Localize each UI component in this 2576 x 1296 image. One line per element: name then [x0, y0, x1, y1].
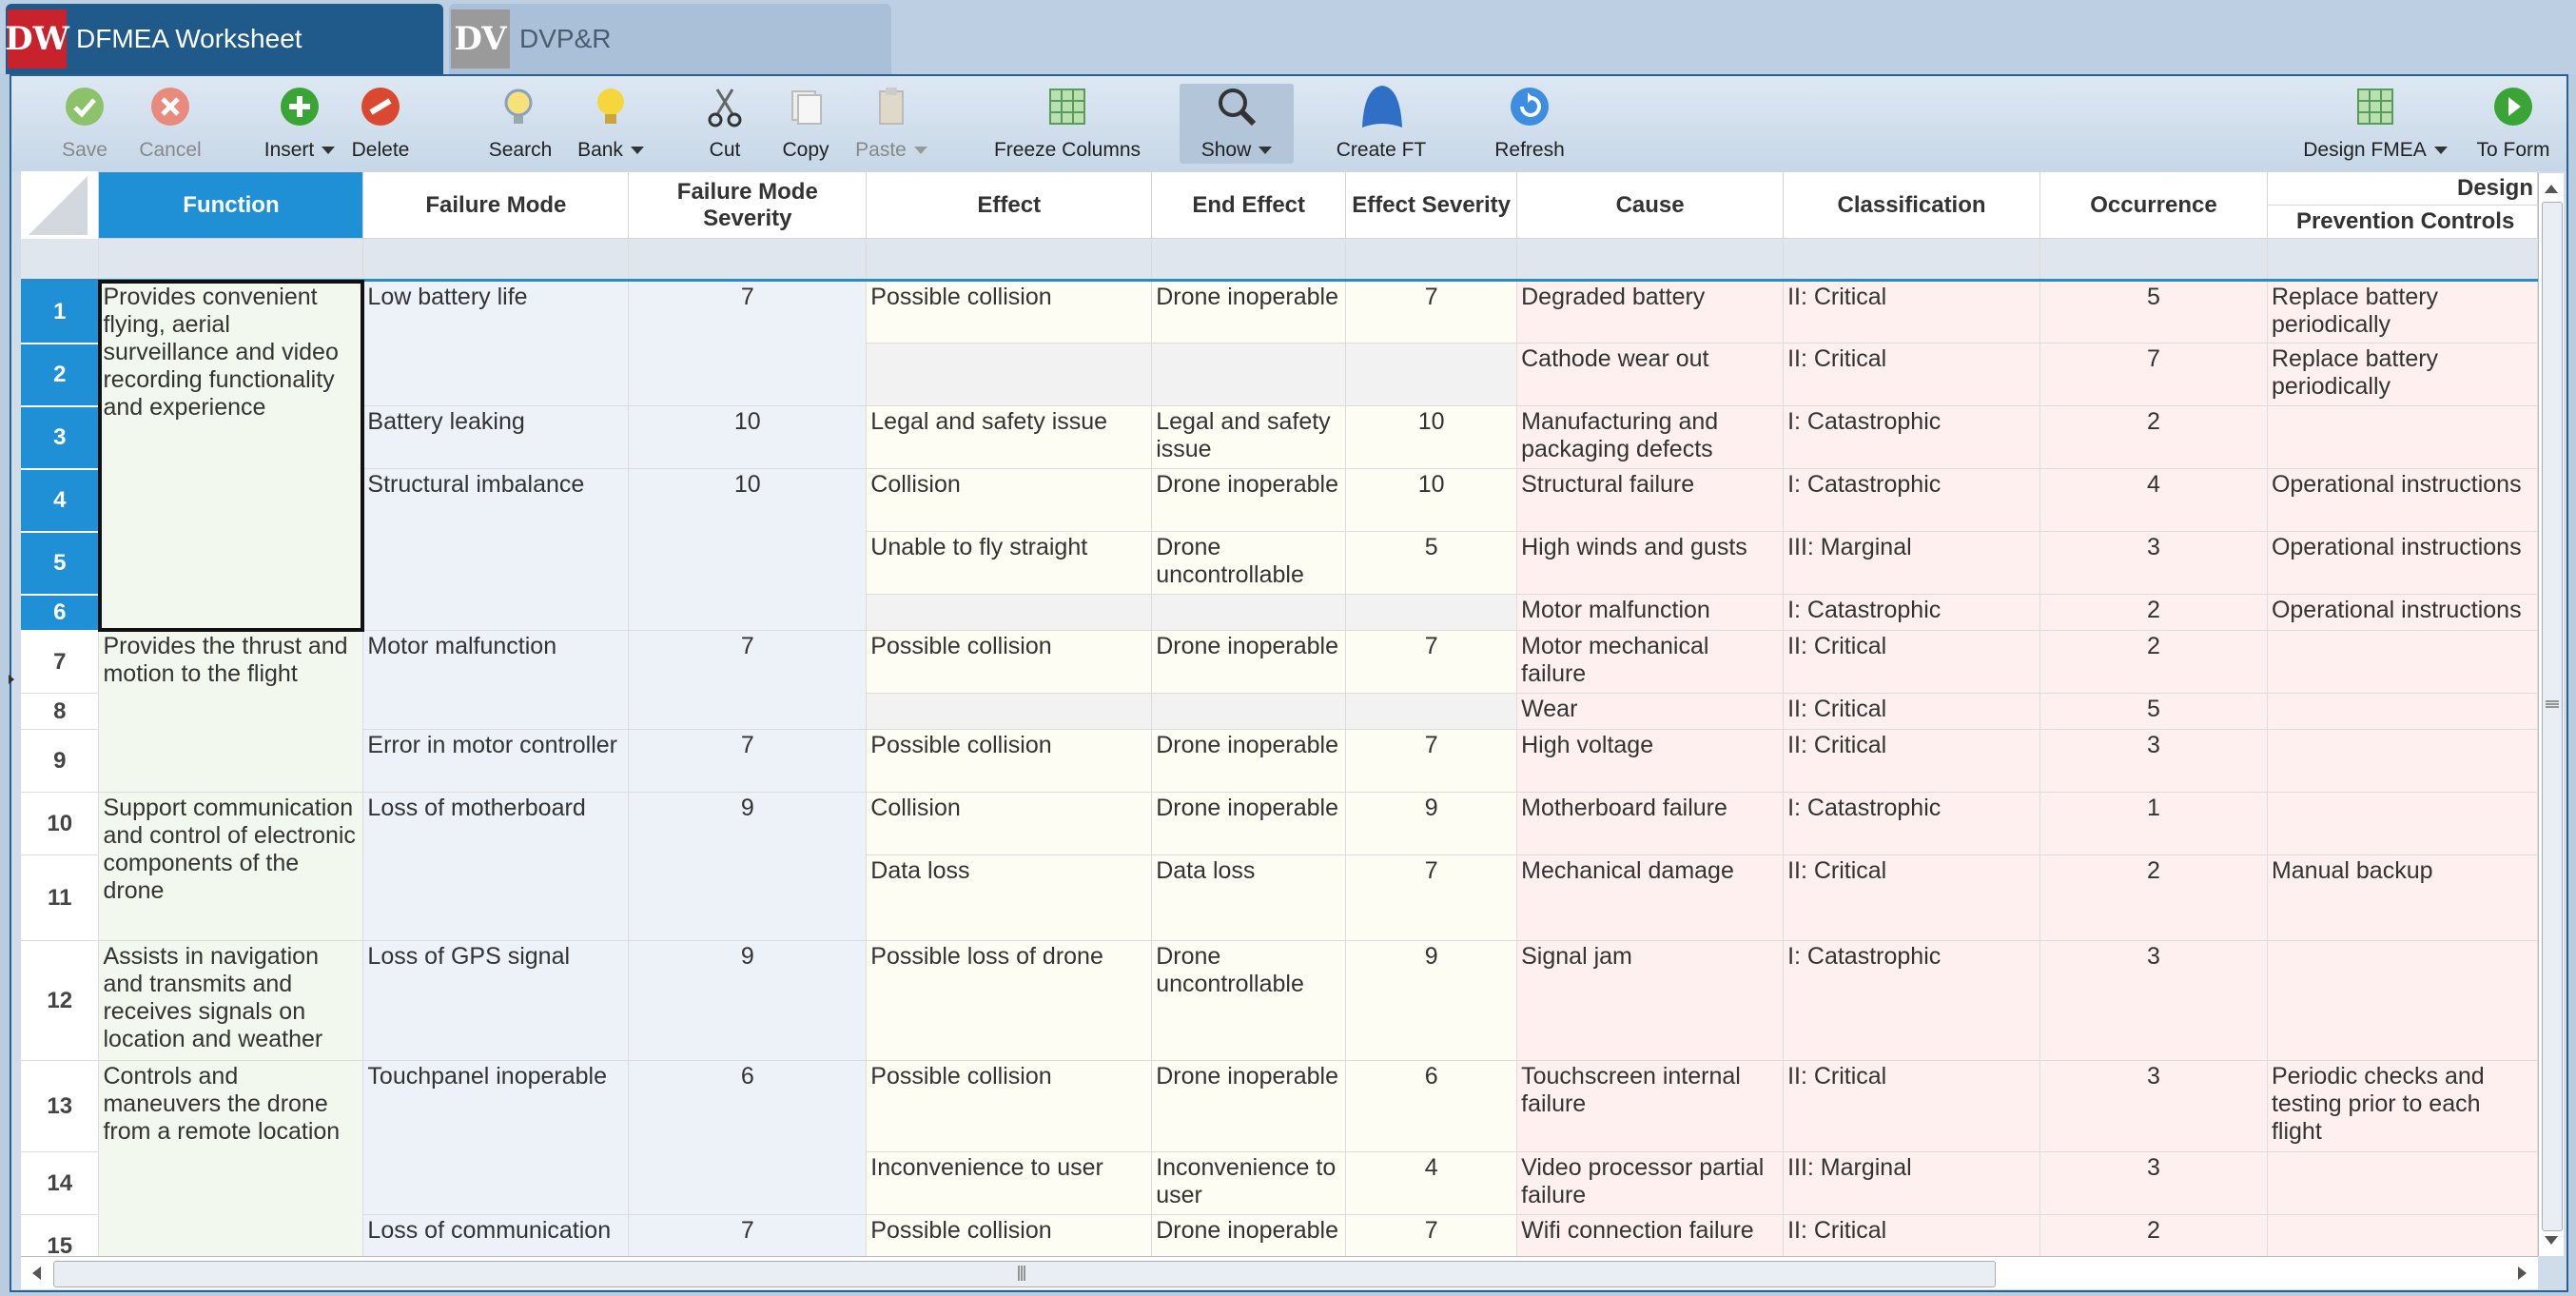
- tab-label: DFMEA Worksheet: [76, 24, 302, 53]
- classification-cell[interactable]: III: Marginal: [1784, 532, 2040, 595]
- column-header-cause[interactable]: Cause: [1517, 172, 1784, 239]
- effect-cell[interactable]: Legal and safety issue: [867, 406, 1152, 469]
- cause-cell[interactable]: Wear: [1517, 694, 1784, 730]
- prevention-cell[interactable]: [2267, 1152, 2537, 1215]
- effect-severity-cell[interactable]: 5: [1346, 532, 1517, 595]
- column-header-effect[interactable]: Effect: [867, 172, 1152, 239]
- refresh-icon: [1507, 84, 1552, 129]
- end-effect-cell[interactable]: Drone inoperable: [1152, 793, 1346, 855]
- effect-severity-cell[interactable]: [1346, 595, 1517, 631]
- filter-row: [21, 239, 2538, 281]
- scissors-icon: [702, 84, 748, 129]
- fm-severity-cell[interactable]: 7: [629, 281, 867, 406]
- row-header[interactable]: 11: [21, 855, 99, 941]
- filter-cell[interactable]: [1152, 239, 1346, 281]
- row-header[interactable]: 1: [21, 281, 99, 344]
- cause-cell[interactable]: Wifi connection failure: [1517, 1215, 1784, 1257]
- prevention-cell[interactable]: Periodic checks and testing prior to each flight: [2267, 1061, 2537, 1152]
- clipboard-icon: [868, 84, 914, 129]
- effect-severity-cell[interactable]: [1346, 344, 1517, 406]
- prevention-cell[interactable]: Replace battery periodically: [2267, 344, 2537, 406]
- lightbulb-icon: [588, 84, 634, 129]
- cancel-icon: [147, 84, 193, 129]
- column-header-occurrence[interactable]: Occurrence: [2040, 172, 2268, 239]
- classification-cell[interactable]: I: Catastrophic: [1784, 793, 2040, 855]
- magnifier-icon: [1214, 84, 1259, 129]
- copy-icon: [783, 84, 829, 129]
- effect-cell[interactable]: Possible loss of drone: [867, 941, 1152, 1061]
- column-header-fm-severity[interactable]: Failure Mode Severity: [629, 172, 867, 239]
- cause-cell[interactable]: Mechanical damage: [1517, 855, 1784, 941]
- occurrence-cell[interactable]: 2: [2040, 406, 2268, 469]
- horizontal-scroll-thumb[interactable]: [53, 1261, 1996, 1287]
- prevention-cell[interactable]: [2267, 793, 2537, 855]
- row-header[interactable]: 10: [21, 793, 99, 855]
- effect-severity-cell[interactable]: 7: [1346, 855, 1517, 941]
- failure-mode-cell[interactable]: Battery leaking: [363, 406, 629, 469]
- table-row[interactable]: [21, 793, 2538, 855]
- select-all-corner[interactable]: [21, 172, 99, 239]
- row-header[interactable]: 4: [21, 469, 99, 532]
- horizontal-scrollbar[interactable]: [21, 1256, 2538, 1289]
- effect-severity-cell[interactable]: 9: [1346, 793, 1517, 855]
- effect-cell[interactable]: Possible collision: [867, 281, 1152, 344]
- cause-cell[interactable]: High winds and gusts: [1517, 532, 1784, 595]
- row-header[interactable]: 3: [21, 406, 99, 469]
- row-header[interactable]: 2: [21, 344, 99, 406]
- column-header-effect-severity[interactable]: Effect Severity: [1346, 172, 1517, 239]
- effect-severity-cell[interactable]: 7: [1346, 1215, 1517, 1257]
- save-button[interactable]: Save: [28, 84, 142, 162]
- prevention-cell[interactable]: [2267, 631, 2537, 694]
- scroll-right-icon[interactable]: [2509, 1257, 2534, 1289]
- refresh-button[interactable]: Refresh: [1473, 84, 1587, 162]
- filter-cell[interactable]: [99, 239, 363, 281]
- filter-cell[interactable]: [1517, 239, 1784, 281]
- effect-severity-cell[interactable]: 4: [1346, 1152, 1517, 1215]
- end-effect-cell[interactable]: Drone inoperable: [1152, 281, 1346, 344]
- design-fmea-button[interactable]: Design FMEA: [2294, 84, 2456, 162]
- fm-severity-cell[interactable]: 6: [629, 1061, 867, 1215]
- effect-cell[interactable]: Possible collision: [867, 1215, 1152, 1257]
- failure-mode-cell[interactable]: Structural imbalance: [363, 469, 629, 631]
- table-row[interactable]: [21, 1215, 2538, 1257]
- filter-cell[interactable]: [2040, 239, 2268, 281]
- prevention-cell[interactable]: [2267, 1215, 2537, 1257]
- end-effect-cell[interactable]: Drone uncontrollable: [1152, 941, 1346, 1061]
- filter-cell[interactable]: [1784, 239, 2040, 281]
- effect-cell[interactable]: Possible collision: [867, 631, 1152, 694]
- effect-cell[interactable]: Unable to fly straight: [867, 532, 1152, 595]
- grid-icon: [1044, 84, 1090, 129]
- end-effect-cell[interactable]: Drone inoperable: [1152, 469, 1346, 532]
- end-effect-cell[interactable]: [1152, 694, 1346, 730]
- prevention-cell[interactable]: [2267, 694, 2537, 730]
- column-header-prevention: Prevention Controls: [2295, 208, 2515, 234]
- classification-cell[interactable]: II: Critical: [1784, 855, 2040, 941]
- fm-severity-cell[interactable]: 7: [629, 1215, 867, 1257]
- table-row[interactable]: [21, 1061, 2538, 1152]
- classification-cell[interactable]: II: Critical: [1784, 694, 2040, 730]
- effect-severity-cell[interactable]: 9: [1346, 941, 1517, 1061]
- effect-severity-cell[interactable]: 7: [1346, 281, 1517, 344]
- occurrence-cell[interactable]: 2: [2040, 631, 2268, 694]
- row-header[interactable]: 8: [21, 694, 99, 730]
- classification-cell[interactable]: I: Catastrophic: [1784, 595, 2040, 631]
- chevron-down-icon: [2434, 147, 2448, 154]
- cancel-button[interactable]: Cancel: [113, 84, 227, 162]
- effect-severity-cell[interactable]: 7: [1346, 730, 1517, 793]
- row-header[interactable]: 14: [21, 1152, 99, 1215]
- design-group-label: Design: [2268, 172, 2537, 206]
- prevention-cell[interactable]: Operational instructions: [2267, 595, 2537, 631]
- end-effect-cell[interactable]: [1152, 595, 1346, 631]
- cause-cell[interactable]: Motor malfunction: [1517, 595, 1784, 631]
- table-row[interactable]: [21, 281, 2538, 344]
- occurrence-cell[interactable]: 3: [2040, 941, 2268, 1061]
- fault-tree-icon: [1358, 84, 1404, 129]
- classification-cell[interactable]: I: Catastrophic: [1784, 469, 2040, 532]
- classification-cell[interactable]: II: Critical: [1784, 281, 2040, 344]
- scroll-down-icon[interactable]: [2539, 1227, 2564, 1252]
- effect-severity-cell[interactable]: 10: [1346, 469, 1517, 532]
- filter-cell[interactable]: [1346, 239, 1517, 281]
- filter-cell: [21, 239, 99, 281]
- tab-bar: [0, 0, 2576, 74]
- classification-cell[interactable]: I: Catastrophic: [1784, 406, 2040, 469]
- fm-severity-cell[interactable]: 9: [629, 793, 867, 941]
- cause-cell[interactable]: Manufacturing and packaging defects: [1517, 406, 1784, 469]
- cause-cell[interactable]: High voltage: [1517, 730, 1784, 793]
- search-button[interactable]: Search: [463, 84, 577, 162]
- delete-icon: [358, 84, 403, 129]
- show-button[interactable]: Show: [1180, 84, 1294, 164]
- failure-mode-cell[interactable]: Loss of motherboard: [363, 793, 629, 941]
- prevention-cell[interactable]: [2267, 941, 2537, 1061]
- function-cell[interactable]: Controls and maneuvers the drone from a remote location: [99, 1061, 363, 1257]
- copy-button[interactable]: Copy: [749, 84, 863, 162]
- cut-button[interactable]: Cut: [668, 84, 782, 162]
- effect-severity-cell[interactable]: 7: [1346, 631, 1517, 694]
- table-row[interactable]: [21, 469, 2538, 532]
- function-cell[interactable]: Provides convenient flying, aerial surveillance and video recording functionality and experience: [99, 281, 363, 631]
- effect-cell[interactable]: Collision: [867, 469, 1152, 532]
- occurrence-cell[interactable]: 5: [2040, 281, 2268, 344]
- end-effect-cell[interactable]: Drone inoperable: [1152, 1061, 1346, 1152]
- chevron-down-icon: [631, 147, 644, 154]
- fm-severity-cell[interactable]: 9: [629, 941, 867, 1061]
- cause-cell[interactable]: Touchscreen internal failure: [1517, 1061, 1784, 1152]
- dfmea-grid: [21, 171, 2538, 1256]
- column-header-failure-mode[interactable]: Failure Mode: [363, 172, 629, 239]
- prevention-cell[interactable]: [2267, 406, 2537, 469]
- prevention-cell[interactable]: Manual backup: [2267, 855, 2537, 941]
- effect-severity-cell[interactable]: 6: [1346, 1061, 1517, 1152]
- effect-cell[interactable]: [867, 595, 1152, 631]
- row-header[interactable]: 12: [21, 941, 99, 1061]
- effect-cell[interactable]: Data loss: [867, 855, 1152, 941]
- prevention-cell[interactable]: Operational instructions: [2267, 532, 2537, 595]
- filter-cell[interactable]: [867, 239, 1152, 281]
- column-header-function[interactable]: Function: [99, 172, 363, 239]
- failure-mode-cell[interactable]: Loss of communication: [363, 1215, 629, 1257]
- scroll-up-icon[interactable]: [2539, 177, 2564, 202]
- occurrence-cell[interactable]: 2: [2040, 595, 2268, 631]
- cause-cell[interactable]: Signal jam: [1517, 941, 1784, 1061]
- freeze-columns-button[interactable]: Freeze Columns: [982, 84, 1153, 162]
- row-header[interactable]: 13: [21, 1061, 99, 1152]
- cause-cell[interactable]: Cathode wear out: [1517, 344, 1784, 406]
- table-row[interactable]: [21, 730, 2538, 793]
- filter-cell[interactable]: [2267, 239, 2537, 281]
- column-header-end-effect[interactable]: End Effect: [1152, 172, 1346, 239]
- occurrence-cell[interactable]: 3: [2040, 532, 2268, 595]
- grip-icon: [1015, 1262, 1028, 1285]
- end-effect-cell[interactable]: [1152, 344, 1346, 406]
- filter-cell[interactable]: [629, 239, 867, 281]
- panel-expand-icon[interactable]: [7, 672, 16, 687]
- chevron-down-icon: [914, 147, 927, 154]
- toolbar: [11, 76, 2566, 171]
- occurrence-cell[interactable]: 3: [2040, 1152, 2268, 1215]
- tab-dfmea-worksheet[interactable]: [6, 4, 443, 74]
- table-row[interactable]: [21, 406, 2538, 469]
- end-effect-cell[interactable]: Data loss: [1152, 855, 1346, 941]
- failure-mode-cell[interactable]: Low battery life: [363, 281, 629, 406]
- row-header[interactable]: 5: [21, 532, 99, 595]
- table-row[interactable]: [21, 941, 2538, 1061]
- dfmea-table: [21, 171, 2538, 1256]
- vertical-scroll-thumb[interactable]: [2542, 202, 2563, 1231]
- function-cell[interactable]: Provides the thrust and motion to the flight: [99, 631, 363, 793]
- prevention-cell[interactable]: [2267, 730, 2537, 793]
- classification-cell[interactable]: II: Critical: [1784, 1215, 2040, 1257]
- prevention-cell[interactable]: Replace battery periodically: [2267, 281, 2537, 344]
- chevron-down-icon: [1259, 147, 1272, 154]
- table-row[interactable]: [21, 631, 2538, 694]
- end-effect-cell[interactable]: Drone inoperable: [1152, 730, 1346, 793]
- effect-cell[interactable]: Collision: [867, 793, 1152, 855]
- end-effect-cell[interactable]: Legal and safety issue: [1152, 406, 1346, 469]
- tab-label: DVP&R: [519, 24, 612, 53]
- classification-cell[interactable]: II: Critical: [1784, 631, 2040, 694]
- arrow-right-icon: [2490, 84, 2536, 129]
- effect-severity-cell[interactable]: 10: [1346, 406, 1517, 469]
- dw-logo-icon: DW: [8, 10, 67, 69]
- classification-cell[interactable]: II: Critical: [1784, 344, 2040, 406]
- effect-cell[interactable]: [867, 694, 1152, 730]
- insert-button[interactable]: Insert: [243, 84, 357, 162]
- column-header-design-group[interactable]: [2267, 172, 2537, 239]
- occurrence-cell[interactable]: 3: [2040, 730, 2268, 793]
- row-header[interactable]: 7: [21, 631, 99, 694]
- paste-button[interactable]: Paste: [834, 84, 948, 162]
- row-header[interactable]: 6: [21, 595, 99, 631]
- classification-cell[interactable]: III: Marginal: [1784, 1152, 2040, 1215]
- to-form-button[interactable]: To Form: [2466, 84, 2561, 162]
- effect-cell[interactable]: Inconvenience to user: [867, 1152, 1152, 1215]
- column-header-classification[interactable]: Classification: [1784, 172, 2040, 239]
- fm-severity-cell[interactable]: 7: [629, 730, 867, 793]
- end-effect-cell[interactable]: Inconvenience to user: [1152, 1152, 1346, 1215]
- filter-cell[interactable]: [363, 239, 629, 281]
- prevention-cell[interactable]: Operational instructions: [2267, 469, 2537, 532]
- function-cell[interactable]: Assists in navigation and transmits and receives signals on location and weather: [99, 941, 363, 1061]
- failure-mode-cell[interactable]: Loss of GPS signal: [363, 941, 629, 1061]
- occurrence-cell[interactable]: 2: [2040, 855, 2268, 941]
- bank-button[interactable]: Bank: [554, 84, 668, 162]
- effect-cell[interactable]: Possible collision: [867, 730, 1152, 793]
- plus-icon: [277, 84, 322, 129]
- delete-button[interactable]: Delete: [323, 84, 438, 162]
- effect-cell[interactable]: [867, 344, 1152, 406]
- cause-cell[interactable]: Video processor partial failure: [1517, 1152, 1784, 1215]
- cause-cell[interactable]: Degraded battery: [1517, 281, 1784, 344]
- cause-cell[interactable]: Motor mechanical failure: [1517, 631, 1784, 694]
- occurrence-cell[interactable]: 7: [2040, 344, 2268, 406]
- dv-logo-icon: DV: [451, 10, 510, 69]
- occurrence-cell[interactable]: 2: [2040, 1215, 2268, 1257]
- tab-dvpr[interactable]: [449, 4, 891, 74]
- create-ft-button[interactable]: Create FT: [1324, 84, 1438, 162]
- fm-severity-cell[interactable]: 7: [629, 631, 867, 730]
- grid-icon: [2352, 84, 2398, 129]
- effect-severity-cell[interactable]: [1346, 694, 1517, 730]
- function-cell[interactable]: Support communication and control of electronic components of the drone: [99, 793, 363, 941]
- end-effect-cell[interactable]: Drone uncontrollable: [1152, 532, 1346, 595]
- effect-cell[interactable]: Possible collision: [867, 1061, 1152, 1152]
- classification-cell[interactable]: II: Critical: [1784, 730, 2040, 793]
- failure-mode-cell[interactable]: Error in motor controller: [363, 730, 629, 793]
- vertical-scrollbar[interactable]: [2538, 173, 2564, 1256]
- end-effect-cell[interactable]: Drone inoperable: [1152, 1215, 1346, 1257]
- failure-mode-cell[interactable]: Motor malfunction: [363, 631, 629, 730]
- search-bulb-icon: [498, 84, 543, 129]
- occurrence-cell[interactable]: 4: [2040, 469, 2268, 532]
- fm-severity-cell[interactable]: 10: [629, 469, 867, 631]
- checkmark-icon: [62, 84, 107, 129]
- occurrence-cell[interactable]: 1: [2040, 793, 2268, 855]
- grip-icon: [2543, 697, 2562, 711]
- occurrence-cell[interactable]: 5: [2040, 694, 2268, 730]
- occurrence-cell[interactable]: 3: [2040, 1061, 2268, 1152]
- end-effect-cell[interactable]: Drone inoperable: [1152, 631, 1346, 694]
- classification-cell[interactable]: II: Critical: [1784, 1061, 2040, 1152]
- failure-mode-cell[interactable]: Touchpanel inoperable: [363, 1061, 629, 1215]
- scroll-left-icon[interactable]: [25, 1257, 49, 1289]
- cause-cell[interactable]: Structural failure: [1517, 469, 1784, 532]
- classification-cell[interactable]: I: Catastrophic: [1784, 941, 2040, 1061]
- fm-severity-cell[interactable]: 10: [629, 406, 867, 469]
- cause-cell[interactable]: Motherboard failure: [1517, 793, 1784, 855]
- row-header[interactable]: 15: [21, 1215, 99, 1257]
- row-header[interactable]: 9: [21, 730, 99, 793]
